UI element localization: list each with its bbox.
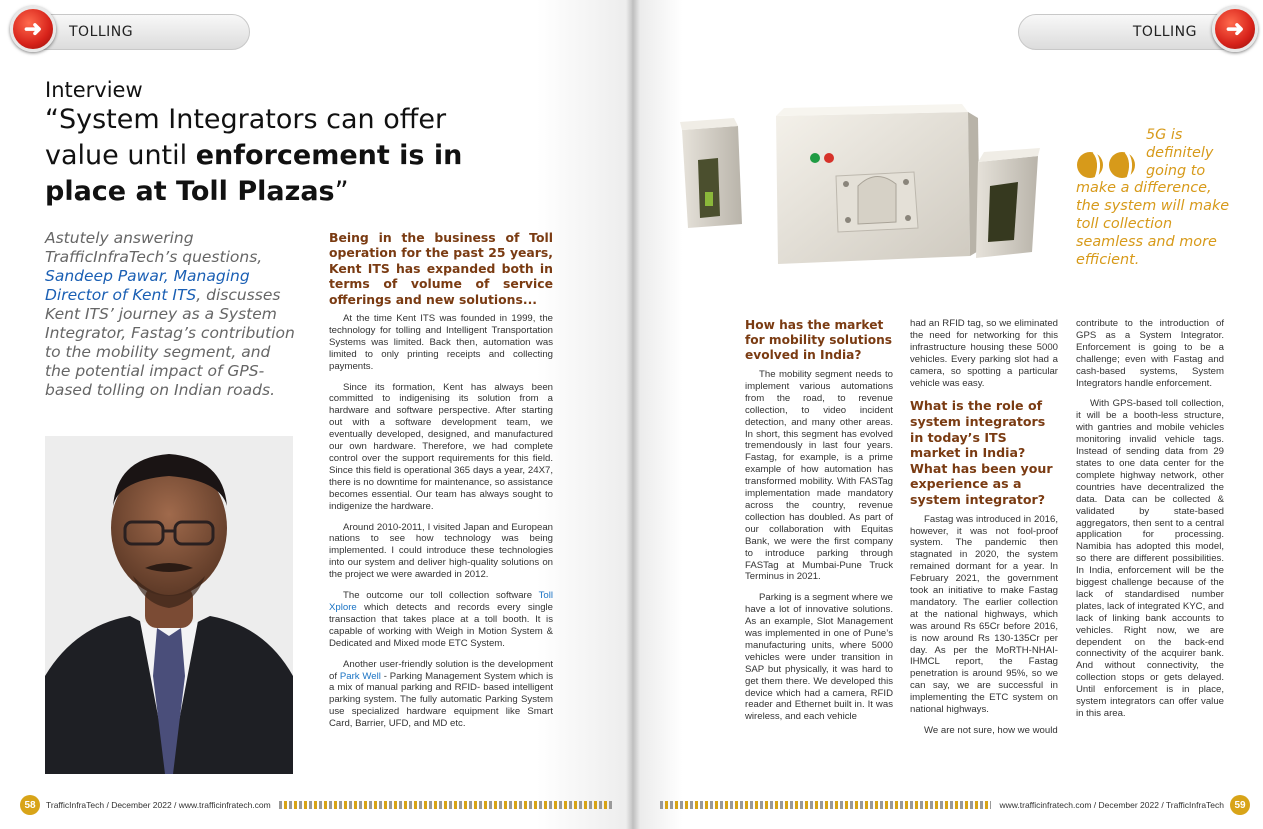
paragraph: Fastag was introduced in 2016, however, it was not fool-proof system. The pandemic then stagnated in 2020, the system remained dormant for a year. In February 2021, the government took an initiative to make Fastag mandatory. The earlier collection at the national highways, which was around Rs 65Cr before 2016, is now around Rs 130-135Cr per day. As per the MoRTH-NHAI-IHMCL report, the Fastag penetration is around 95%, so we can say, we are successful in implementing the ETC system on national highways. [910, 513, 1058, 716]
park-well-link[interactable]: Park Well [339, 670, 381, 682]
page-gutter [626, 0, 640, 829]
paragraph: With GPS-based toll collection, it will be a booth-less structure, with gantries and mobile vehicles monitoring invalid vehicle tags. Instead of sending data from 29 states to one data center for the complete highway network, other countries have decentralized the data. Data can be collected & validated by state-based aggregators, then sent to a central application for processing. Namibia has adopted this model, so there are different possibilities. In India, enforcement will be the biggest challenge because of the lack of standardised number plates, lack of integrated KYC, and lack of linking bank accounts to vehicles. Right now, we are dependent on the back-end connectivity of the acquirer bank. And without connectivity, the collection stops or gets delayed. Until enforcement is in place, system integrators can offer value in this area. [1076, 398, 1224, 719]
page-number: 58 [20, 795, 40, 815]
arrow-right-icon: ➜ [1212, 6, 1258, 52]
chevron-pattern-icon [279, 801, 612, 809]
paragraph: The outcome our toll collection software Toll Xplore which detects and records every single transaction that takes place at a toll booth. It is capable of working with Weigh in Motion System & Dedicated and Mixed mode ETC System. [329, 590, 553, 649]
paragraph: contribute to the introduction of GPS as a System Integrator. Enforcement is going to be a challenge; even with Fastag and cash-based systems, System Integrators handle enforcement. [1076, 318, 1224, 389]
article-column-1 [329, 230, 553, 739]
footer-text: TrafficInfraTech / December 2022 / www.trafficinfratech.com [46, 800, 271, 810]
paragraph: Since its formation, Kent has always been committed to indigenising its solution from a hardware and software perspective. After starting out with a software development team, we eventually developed, designed, and manufactured our own hardware. Therefore, we had complete control over the support requirements for this field. Since this field is operational 365 days a year, 24X7, there is no downtime for maintenance, so assistance becomes essential. Our team has always sought to indigenize the hardware. [329, 381, 553, 512]
paragraph: The mobility segment needs to implement various automations from the road, to revenue collection, to video incident detection, and many other areas. In short, this segment has evolved tremendously in last four years. Fastag, for example, is a prime example of how automation has transformed mobility. With FASTag implementation made mandatory across the country, revenue collection has doubled. As part of our collaboration with Equitas Bank, we were the first company to introduce parking through FASTag at Mumbai-Pune Truck Terminus in 2021. [745, 369, 893, 583]
paragraph: We are not sure, how we would [924, 725, 1058, 736]
right-page [632, 0, 1263, 829]
product-image [678, 100, 1048, 285]
interviewee-photo [45, 436, 293, 774]
footer-left [20, 795, 620, 815]
footer-text: www.trafficinfratech.com / December 2022 / TrafficInfraTech [999, 800, 1224, 810]
paragraph: had an RFID tag, so we eliminated the need for networking for this infrastructure housing these 5000 vehicles. Every parking slot had a camera, so spotting a particular vehicle was easy. [910, 318, 1058, 389]
article-column-4 [1076, 318, 1224, 729]
footer-right [652, 795, 1250, 815]
interview-label: Interview [45, 78, 143, 102]
section-label: TOLLING [69, 24, 134, 40]
paragraph: Another user-friendly solution is the development of Park Well - Parking Management System which is a mix of manual parking and RFID- based intelligent parking system. The fully automatic Parking System use specialized hardware equipment like Smart Card, Barrier, UFD, and MD etc. [329, 658, 554, 730]
section-heading: What is the role of system integrators in today’s ITS market in India? What has been your experience as a system integrator? [910, 398, 1053, 507]
section-heading: How has the market for mobility solutions evolved in India? [745, 318, 893, 362]
intro-standfirst: Astutely answering TrafficInfraTech’s questions, Sandeep Pawar, Managing Director of Kent ITS, discusses Kent ITS’ journey as a System Integrator, Fastag’s contribution to the mobility segment, and the potential impact of GPS-based tolling on Indian roads. [45, 229, 295, 399]
chevron-pattern-icon [660, 801, 991, 809]
article-column-3 [910, 318, 1058, 746]
paragraph: Around 2010-2011, I visited Japan and European nations to see how technology was being implemented. I could introduce these technologies into our system and deliver high-quality solutions on the project we were awarded in 2012. [329, 521, 553, 581]
section-heading: Being in the business of Toll operation for the past 25 years, Kent ITS has expanded both in terms of volume of service offerings and new solutions... [329, 230, 553, 307]
paragraph: Parking is a segment where we have a lot of innovative solutions. As an example, Slot Management was implemented in one of Pune’s manufacturing units, where 5000 vehicles were under transition in SAP but physically, it was hard to get them there. We developed this device which had a camera, RFID reader and Ethernet built in. It was wireless, and each vehicle [745, 592, 893, 723]
article-column-2 [745, 318, 893, 732]
page-title: “System Integrators can offer value until enforcement is in place at Toll Plazas” [45, 104, 463, 207]
page-number: 59 [1230, 795, 1250, 815]
arrow-right-icon: ➜ [10, 6, 56, 52]
pull-quote: 5G is definitely going to make a difference, the system will make toll collection seamless and more efficient. [1076, 127, 1230, 268]
toll-xplore-link[interactable]: Toll Xplore [329, 590, 553, 613]
section-label: TOLLING [1132, 24, 1197, 40]
interviewee-name: Sandeep Pawar, Managing Director of Kent ITS [45, 267, 250, 304]
paragraph: At the time Kent ITS was founded in 1999, the technology for tolling and Intelligent Transportation Systems was limited. Back then, automation was limited to only printing receipts and collecting payments. [329, 313, 553, 372]
